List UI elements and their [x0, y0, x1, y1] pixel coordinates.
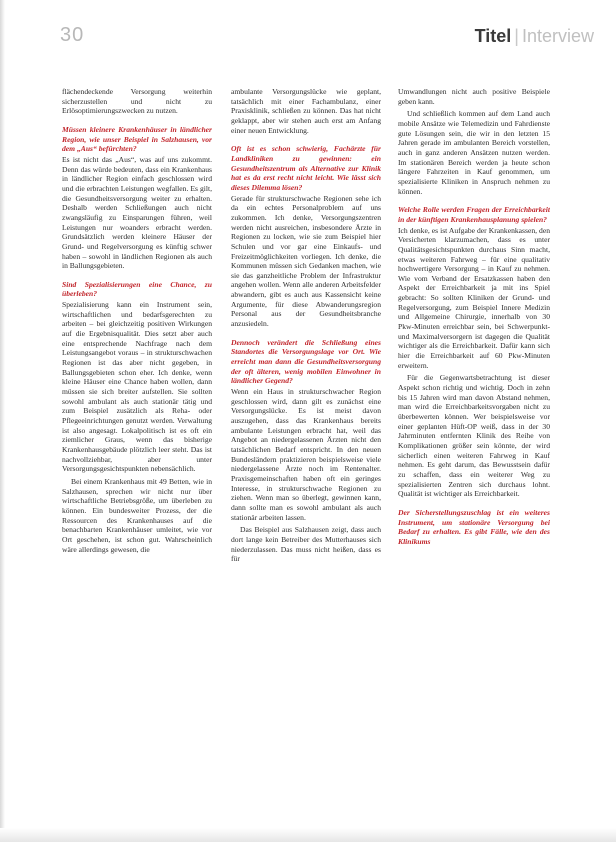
answer-paragraph: Es ist nicht das „Aus“, was auf uns zukommt. Denn das würde bedeuten, dass ein Krankenhaus in ländlicher Region einfach geschlossen wird und die erbrachten Leistungen wegfallen. Es gilt, die Gesundheitsversorgung weiter zu erhalten. Deshalb werden Schließungen auch nicht zwangsläufig zu Einsparungen führen, weil Leistungen nur woanders erbracht werden. Grundsätzlich werden kleinere Häuser der Grund- und Regelversorgung es künftig schwer haben – sowohl in ländlichen Regionen als auch in Ballungsgebieten.: [62, 154, 212, 271]
answer-paragraph: Für die Gegenwartsbetrachtung ist dieser Aspekt schon richtig und wichtig. Doch in zehn bis 15 Jahren wird man davon Abstand nehmen, man wird die Erreichbarkeitsvorgaben nicht zu überbewerten können. Wer beispielsweise vor einer geplanten Hüft-OP weiß, dass in der 30 Jahrminuten entfernten Klinik des Reihe von Komplikationen größer sein könnte, der wird sicherlich einen weiteren Fahrweg in Kauf nehmen. Es geht darum, das Bewusstsein dafür zu schaffen, dass ein weiterer Weg zu spezialisierten Zentren sich durchaus lohnt. Qualität ist wichtiger als Erreichbarkeit.: [398, 373, 550, 499]
page-header: [0, 24, 616, 56]
interview-question: Dennoch verändert die Schließung eines Standortes die Versorgungslage vor Ort. Wie erreicht man dann die Gesundheitsversorgung der oft älteren, wenig mobilen Einwohner in ländlicher Gegend?: [231, 337, 381, 386]
answer-paragraph: Umwandlungen nicht auch positive Beispiele geben kann.: [398, 87, 550, 106]
answer-paragraph: flächendeckende Versorgung weiterhin sicherzustellen und nicht zu Erlösoptimierungszwecken zu nutzen.: [62, 87, 212, 116]
answer-paragraph: Das Beispiel aus Salzhausen zeigt, dass auch dort lange kein Betreiber des Mutterhauses sich niederzulassen. Das muss nicht heißen, dass es für: [231, 525, 381, 564]
interview-question: Sind Spezialisierungen eine Chance, zu überleben?: [62, 279, 212, 299]
interview-question: Müssen kleinere Krankenhäuser in ländlicher Region, wie unser Beispiel in Salzhausen, vor dem „Aus“ befürchten?: [62, 124, 212, 154]
answer-paragraph: Gerade für strukturschwache Regionen sehe ich da ein echtes Personalproblem auf uns zukommen. Ich denke, Versorgungszentren werden nicht ausreichen, insbesondere Ärzte in Regionen zu locken, wie sie zum Beispiel hier Schulen und vor gar eine Einkaufs- und Freizeitmöglichkeiten vorliegen. Ich denke, die Kommunen müssen sich Gedanken machen, wie sie das ganzheitliche Problem der Infrastruktur angehen wollen. Wenn alle anderen Arbeitsfelder abwandern, gibt es auch aus Kassensicht keine Argumente, für diese Abwanderungsregion Personal aus der Gesundheitsbranche anzusiedeln.: [231, 193, 381, 329]
article-column-3: [398, 87, 550, 812]
answer-paragraph: Ich denke, es ist Aufgabe der Krankenkassen, den Versicherten klarzumachen, dass es unter Qualitätsgesichtspunkten durchaus Sinn macht, etwas weiteren Fahrweg – für eine qualitativ hochwertigere Versorgung – in Kauf zu nehmen. Wie vom Verband der Ersatzkassen haben den Aspekt der Erreichbarkeit ja mit ins Spiel gebracht: So sollten Kliniken der Grund- und Regelversorgung, zum Beispiel Innere Medizin und Allgemeine Chirurgie, innerhalb von 30 Pkw-Minuten erreichbar sein, bei Schwerpunkt- und Maximalversorgern ist dagegen die Qualität wichtiger als die Erreichbarkeit. Dafür kann sich hier die Erreichbarkeit auf 60 Pkw-Minuten erweitern.: [398, 225, 550, 370]
section-category: Interview: [521, 26, 594, 46]
section-heading: [475, 26, 594, 47]
answer-paragraph: ambulante Versorgungslücke wie geplant, tatsächlich mit einer Fachambulanz, einer Praxisklinik, schließen zu können. Das hat nicht geklappt, aber wir stehen auch erst am Anfang einer neuen Entwicklung.: [231, 87, 381, 135]
article-column-2: [231, 87, 381, 812]
answer-paragraph: Wenn ein Haus in strukturschwacher Region geschlossen wird, dann gilt es zunächst eine Versorgungslücke. Es ist meist davon auszugehen, dass das Krankenhaus bereits ambulante Leistungen erbracht hat, weil das Angebot an niedergelassenen Ärzten nicht den tatsächlichen Bedarf entspricht. In den neuen Bundesländern praktizieren beispielsweise viele niedergelassene Ärzte noch im Rentenalter. Praxisgemeinschaften haben oft ein geringes Interesse, in strukturschwache Regionen zu ziehen. Wenn man so überlegt, gewinnen kann, dann sollte man es sowohl ambulant als auch stationär arbeiten lassen.: [231, 387, 381, 522]
page-number: 30: [60, 24, 85, 46]
section-title: Titel: [474, 26, 512, 46]
interview-question: Oft ist es schon schwierig, Fachärzte für Landkliniken zu gewinnen: ein Gesundheitszentrum als Alternative zur Klinik hat es da erst recht nicht leicht. Wie lässt sich dieses Dilemma lösen?: [231, 144, 381, 192]
scan-edge-shadow: [0, 0, 5, 842]
interview-question: Der Sicherstellungszuschlag ist ein weiteres Instrument, um stationäre Versorgung bei Bedarf zu erhalten. Es gibt Fälle, wie den des Klinikums: [398, 507, 550, 546]
answer-paragraph: Und schließlich kommen auf dem Land auch mobile Ansätze wie Telemedizin und Fahrdienste gute Lösungen sein, die wir in den letzten 15 Jahren gerade im ambulanten Bereich vorstellen, auch in ganz anderen Ansätzen nutzen werden. Im stationären Bereich werden ja heute schon längere Fahrzeiten in Kauf genommen, um spezialisierte Kliniken in Anspruch nehmen zu können.: [398, 109, 550, 196]
interview-question: Welche Rolle werden Fragen der Erreichbarkeit in der künftigen Krankenhausplanung spielen?: [398, 205, 550, 224]
answer-paragraph: Bei einem Krankenhaus mit 49 Betten, wie in Salzhausen, sprechen wir nicht nur über wirtschaftliche Betriebsgröße, um überleben zu können. Ein bundesweiter Prozess, der die Ressourcen des Krankenhauses auf die benachbarten Krankenhäuser umleitet, wie vor Ort geschehen, ist schon gut. Wahrscheinlich wäre allerdings gewesen, die: [62, 476, 212, 554]
answer-paragraph: Spezialisierung kann ein Instrument sein, wirtschaftlichen und bedarfsgerechten zu arbeiten – bei gleichzeitig positiven Wirkungen auf die Ergebnisqualität. Dies setzt aber auch eine entsprechende Nachfrage nach dem Leistungsangebot voraus – in strukturschwachen Regionen ist das aber nicht gegeben, in Ballungsgebieten schon eher. Ich denke, wenn kleine Häuser eine Chance haben wollen, dann müssen sie sich breiter aufstellen. Sie sollten sowohl ambulant als auch stationär tätig und zum Beispiel zusätzlich als Reha- oder Pflegeeinrichtungen genutzt werden. Verwaltung ist also angesagt. Lokalpolitisch ist es oft ein ziemlicher Graus, wenn das bisherige Krankenhausgebäude plötzlich leer steht. Das ist nachvollziehbar, aber unter Versorgungsgesichtspunkten nebensächlich.: [62, 300, 212, 474]
section-separator: |: [514, 26, 519, 46]
article-column-1: [62, 87, 212, 812]
scan-bottom-shadow: [0, 828, 616, 842]
